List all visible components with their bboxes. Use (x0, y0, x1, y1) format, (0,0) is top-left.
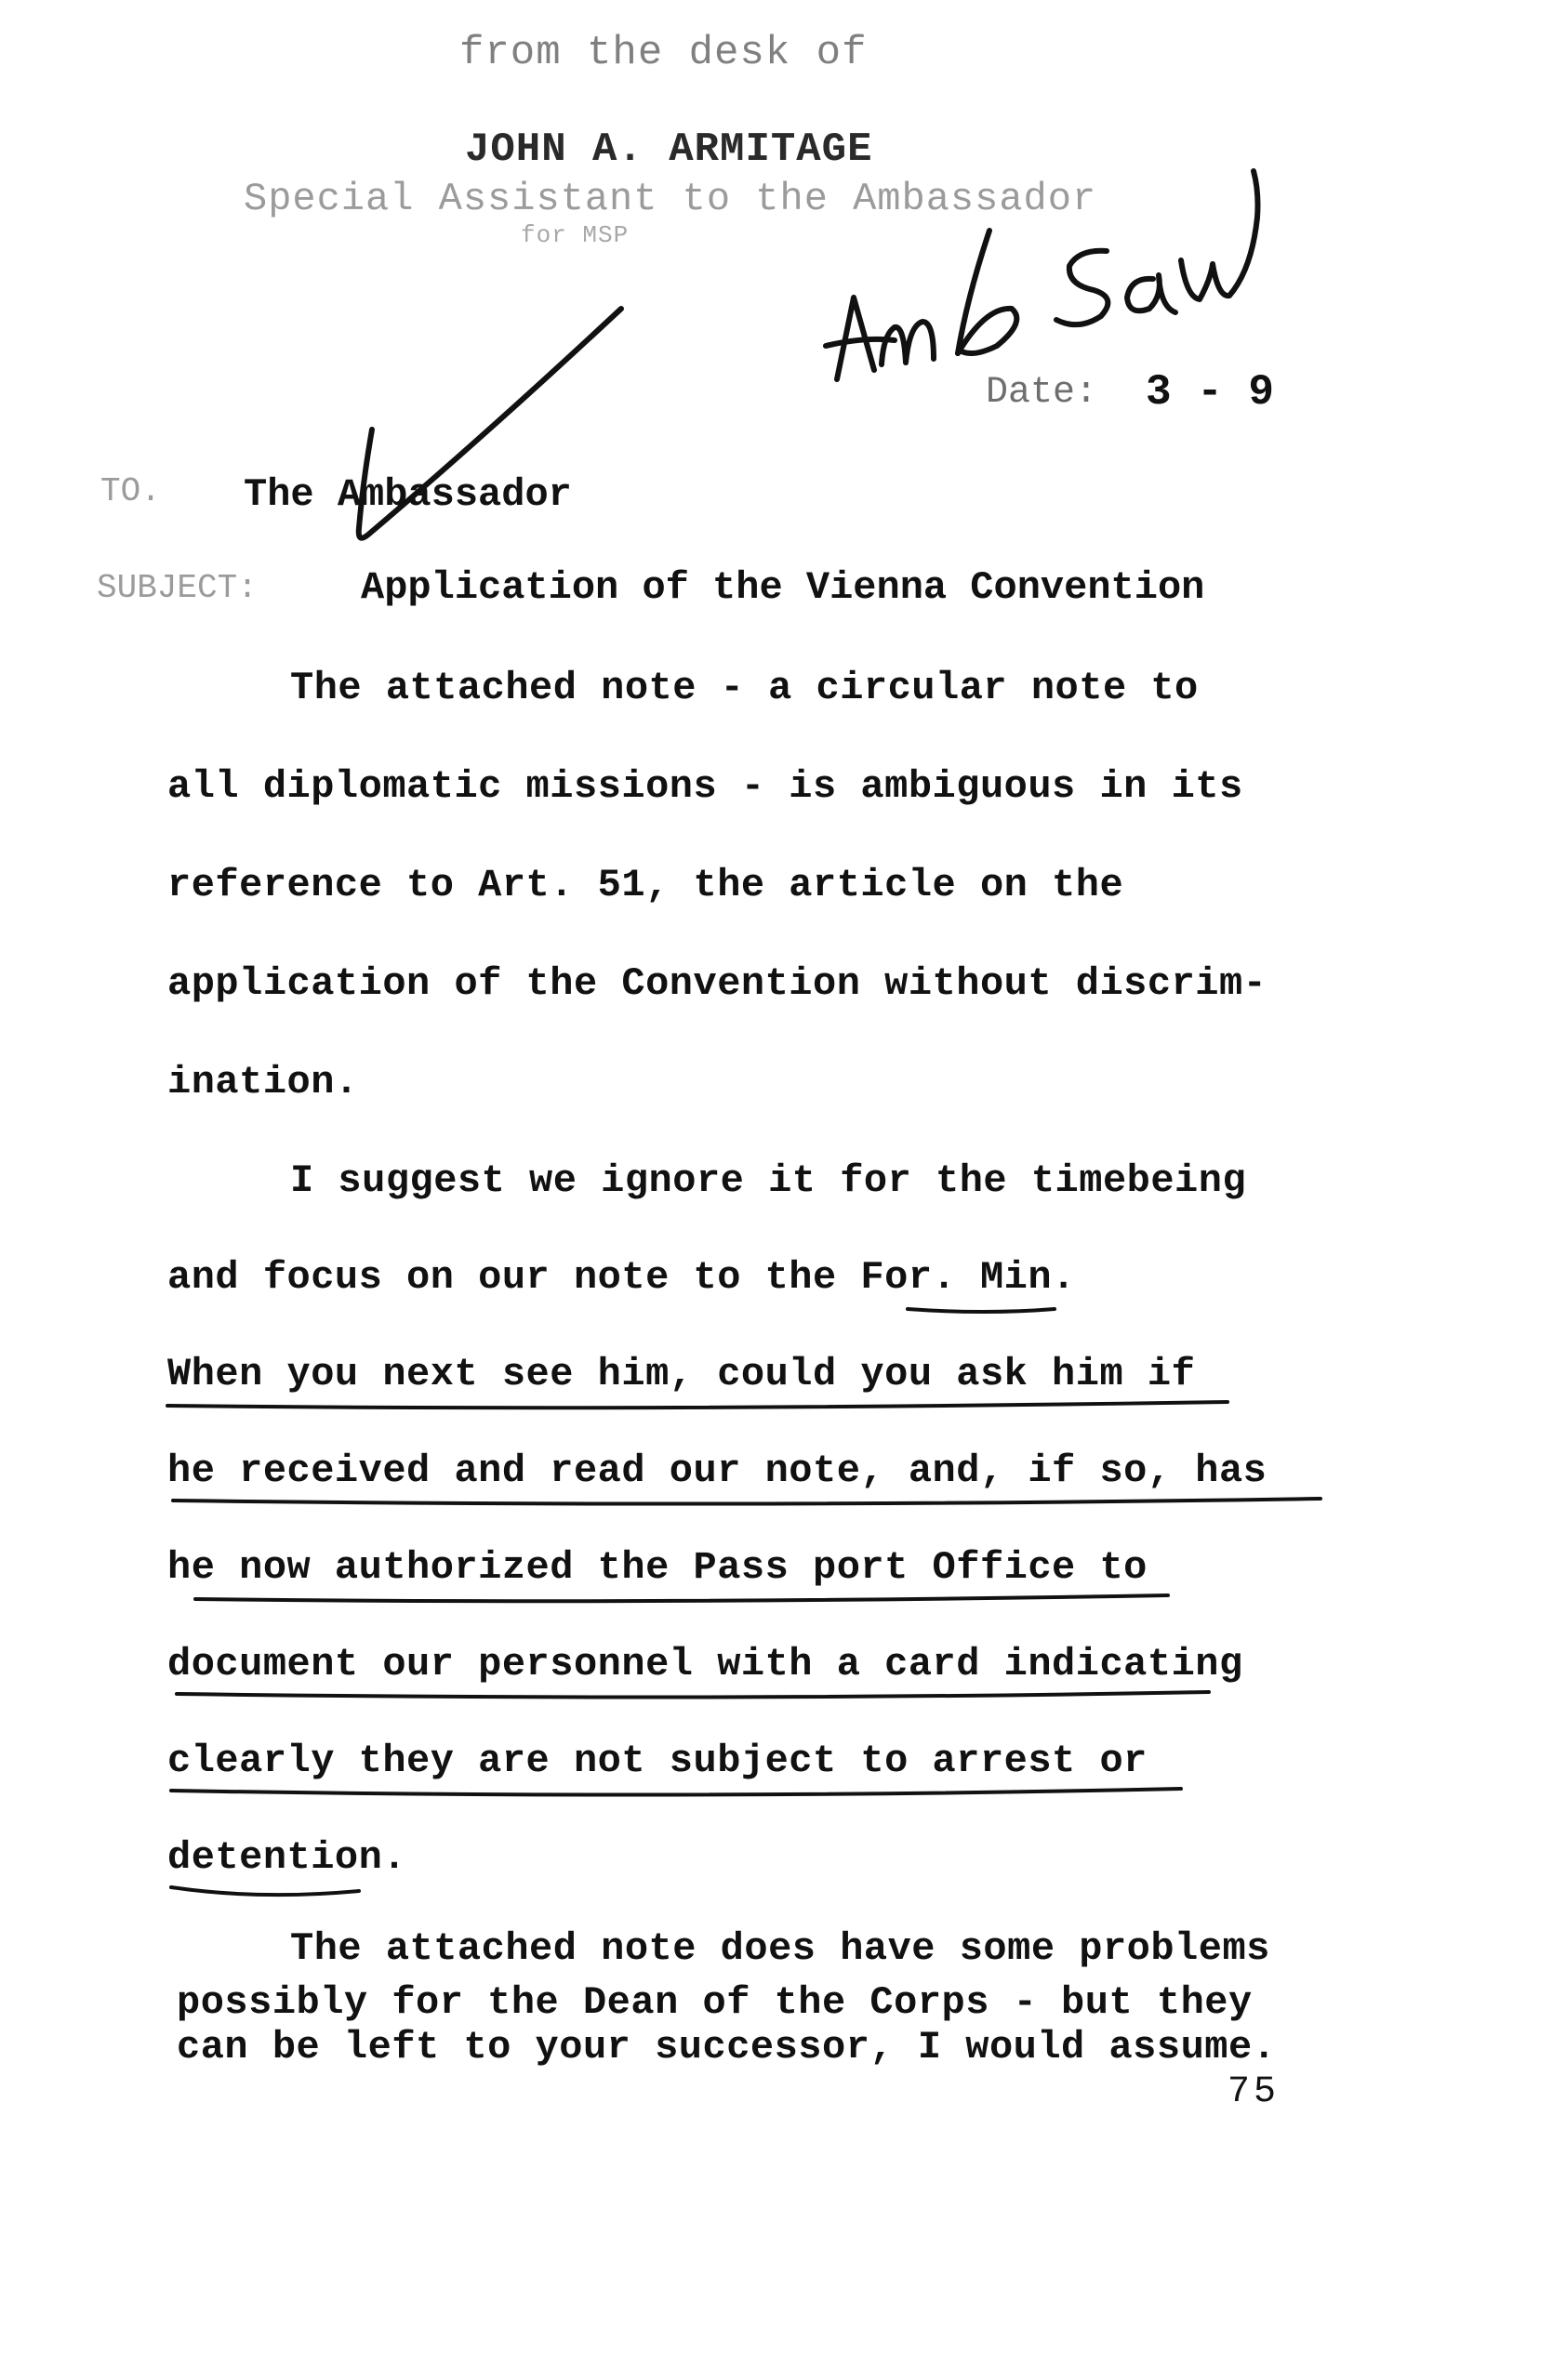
underline-mark (167, 1402, 1228, 1408)
body-line: When you next see him, could you ask him if (167, 1352, 1196, 1396)
sender-name: JOHN A. ARMITAGE (465, 126, 873, 173)
subject-label: SUBJECT: (97, 569, 258, 607)
date-value: 3 - 9 (1146, 368, 1275, 416)
body-line: clearly they are not subject to arrest or (167, 1739, 1148, 1783)
sender-subline: for MSP (521, 221, 630, 249)
to-label: TO. (100, 472, 161, 510)
body-line: reference to Art. 51, the article on the (167, 863, 1124, 907)
to-value: The Ambassador (244, 472, 572, 517)
date-label: Date: (986, 372, 1098, 414)
body-line: all diplomatic missions - is ambiguous in its (167, 764, 1243, 809)
body-line: he now authorized the Pass port Office to (167, 1545, 1148, 1590)
underline-mark (195, 1595, 1168, 1601)
body-line: document our personnel with a card indicating (167, 1642, 1243, 1686)
sender-title: Special Assistant to the Ambassador (244, 177, 1097, 221)
page-number: 75 (1228, 2071, 1281, 2113)
body-line: The attached note does have some problems (290, 1926, 1270, 1971)
underline-mark (177, 1692, 1209, 1698)
body-line: possibly for the Dean of the Corps - but they (177, 1980, 1253, 2025)
body-line: ination. (167, 1060, 359, 1104)
body-line: I suggest we ignore it for the timebeing (290, 1158, 1247, 1203)
body-line: application of the Convention without discrim- (167, 961, 1267, 1006)
underline-mark (171, 1887, 359, 1895)
body-line: he received and read our note, and, if so, has (167, 1448, 1267, 1493)
body-line: can be left to your successor, I would assume. (177, 2025, 1277, 2069)
underline-mark (171, 1789, 1181, 1795)
from-the-desk-line: from the desk of (459, 30, 868, 76)
body-line: The attached note - a circular note to (290, 666, 1199, 710)
body-line: and focus on our note to the For. Min. (167, 1255, 1076, 1300)
subject-value: Application of the Vienna Convention (361, 565, 1205, 610)
underline-mark (173, 1499, 1320, 1504)
underline-mark (908, 1309, 1055, 1312)
body-line: detention. (167, 1835, 407, 1880)
